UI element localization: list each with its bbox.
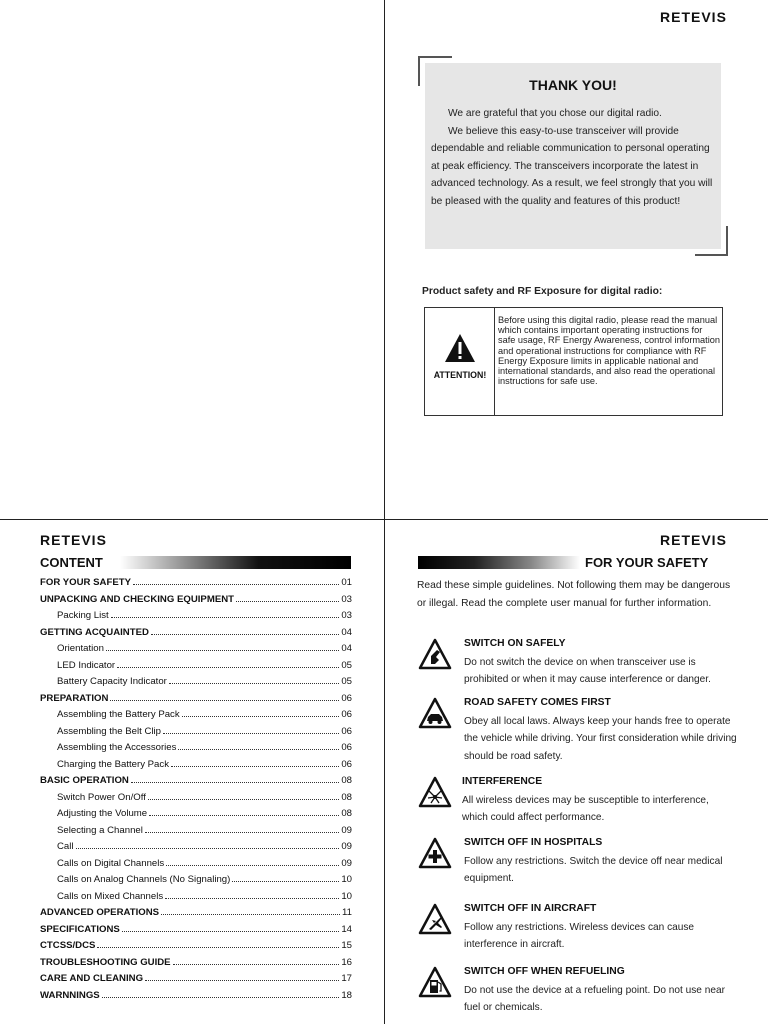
toc-dot-leader [171, 766, 339, 767]
toc-label: Calls on Mixed Channels [57, 890, 164, 902]
toc-label: Packing List [57, 610, 109, 621]
toc-page-number: 15 [341, 940, 352, 951]
toc-dot-leader [131, 782, 339, 783]
toc-label: Assembling the Belt Clip [57, 725, 161, 737]
toc-page-number: 08 [341, 775, 352, 786]
toc-label: GETTING ACQUAINTED [40, 626, 149, 638]
toc-dot-leader [166, 865, 339, 866]
hospital-cross-icon [418, 837, 452, 869]
thank-you-line1: We are grateful that you chose our digital radio. [448, 108, 662, 119]
toc-dot-leader [97, 947, 339, 948]
toc-row [40, 874, 352, 891]
corner-bracket-bottom-right [695, 226, 728, 256]
toc-label: Assembling the Battery Pack [57, 709, 180, 720]
toc-label: Battery Capacity Indicator [57, 676, 167, 687]
attention-icon-cell [425, 308, 495, 415]
safety-item-heading: INTERFERENCE [462, 776, 543, 787]
toc-page-number: 03 [341, 593, 352, 605]
toc-label: Selecting a Channel [57, 824, 143, 836]
toc-page-number: 03 [341, 610, 352, 621]
toc-dot-leader [117, 667, 339, 668]
safety-item-text: Follow any restrictions. Switch the device off near medical equipment. [464, 856, 723, 885]
thank-you-box [425, 63, 721, 249]
toc-label: Switch Power On/Off [57, 791, 146, 803]
toc-row [40, 643, 352, 660]
toc-dot-leader [145, 980, 339, 981]
safety-title: FOR YOUR SAFETY [585, 555, 709, 570]
thank-you-title: THANK YOU! [529, 77, 617, 93]
toc-row [40, 676, 352, 693]
toc-row [40, 825, 352, 842]
toc-page-number: 18 [341, 989, 352, 1001]
toc-label: CARE AND CLEANING [40, 973, 144, 984]
interference-icon [418, 776, 452, 808]
toc-row [40, 627, 352, 644]
toc-page-number: 05 [341, 676, 352, 687]
fuel-pump-icon [418, 966, 452, 998]
toc-dot-leader [106, 650, 339, 651]
toc-label: Calls on Digital Channels [57, 857, 165, 869]
toc-row [40, 709, 352, 726]
safety-intro: Read these simple guidelines. Not following them may be dangerous or illegal. Read the complete user manual for further information. [417, 580, 731, 609]
hand-icon [418, 638, 452, 670]
safety-item-text: All wireless devices may be susceptible to interference, which could affect performance. [462, 795, 709, 824]
safety-item-heading: SWITCH ON SAFELY [464, 638, 566, 649]
toc-dot-leader [102, 997, 340, 998]
toc-dot-leader [178, 749, 339, 750]
toc-label: Call [57, 841, 74, 852]
toc-label: WARNNINGS [40, 989, 100, 1001]
toc-row [40, 957, 352, 974]
toc-row [40, 940, 352, 957]
thank-you-line2: We believe this easy-to-use transceiver will provide dependable and reliable communication to personal operating at peak efficiency. The transceivers incorporate the latest in advanced technology. As a result, we feel strongly that you will be pleased with the quality and features of this product! [431, 125, 713, 207]
toc-row [40, 792, 352, 809]
toc-row [40, 577, 352, 594]
brand-logo: RETEVIS [660, 532, 727, 548]
content-title: CONTENT [40, 555, 103, 570]
toc-row [40, 891, 352, 908]
safety-item-heading: SWITCH OFF IN HOSPITALS [464, 837, 603, 848]
toc-page-number: 11 [342, 907, 352, 918]
toc-row [40, 726, 352, 743]
safety-item-heading: SWITCH OFF IN AIRCRAFT [464, 903, 597, 914]
safety-item-text: Follow any restrictions. Wireless devices can cause interference in aircraft. [464, 922, 694, 951]
toc-dot-leader [133, 584, 339, 585]
toc-label: PREPARATION [40, 692, 109, 704]
page-divider-horizontal [0, 519, 768, 520]
toc-dot-leader [111, 617, 340, 618]
car-icon [418, 697, 452, 729]
attention-text: Before using this digital radio, please read the manual which contains important operating instructions for safe usage, RF Energy Awareness, control information and operational instructions for compliance with RF Energy Exposure limits in applicable national and international standards, and also read the operational instructions for safe use. [498, 315, 720, 387]
rf-exposure-heading: Product safety and RF Exposure for digital radio: [422, 286, 663, 297]
toc-label: UNPACKING AND CHECKING EQUIPMENT [40, 593, 235, 605]
toc-page-number: 08 [341, 791, 352, 803]
toc-dot-leader [151, 634, 339, 635]
toc-row [40, 808, 352, 825]
toc-label: Adjusting the Volume [57, 808, 148, 819]
toc-row [40, 759, 352, 776]
toc-page-number: 16 [341, 956, 352, 968]
toc-label: BASIC OPERATION [40, 775, 129, 786]
toc-label: Charging the Battery Pack [57, 758, 169, 770]
safety-title-bar [418, 556, 580, 569]
toc-label: LED Indicator [57, 659, 116, 671]
content-title-bar [120, 556, 351, 569]
toc-dot-leader [232, 881, 339, 882]
toc-row [40, 693, 352, 710]
toc-label: Calls on Analog Channels (No Signaling) [57, 874, 231, 885]
toc-dot-leader [110, 700, 339, 701]
safety-item-heading: ROAD SAFETY COMES FIRST [464, 697, 611, 708]
toc-page-number: 06 [341, 758, 352, 770]
toc-dot-leader [165, 898, 339, 899]
toc-row [40, 841, 352, 858]
toc-label: SPECIFICATIONS [40, 923, 120, 935]
toc-label: ADVANCED OPERATIONS [40, 907, 160, 918]
warning-triangle-icon [444, 333, 476, 363]
safety-item-text: Obey all local laws. Always keep your hands free to operate the vehicle while driving. Your first consideration while driving should be road safety. [464, 716, 737, 762]
toc-row [40, 610, 352, 627]
attention-box [424, 307, 723, 416]
toc-row [40, 660, 352, 677]
toc-row [40, 858, 352, 875]
toc-page-number: 17 [341, 973, 352, 984]
toc-page-number: 06 [341, 709, 352, 720]
toc-row [40, 924, 352, 941]
toc-page-number: 10 [341, 874, 352, 885]
toc-row [40, 742, 352, 759]
page-divider-vertical [384, 0, 385, 1024]
toc-page-number: 04 [341, 626, 352, 638]
toc-row [40, 594, 352, 611]
toc-page-number: 09 [341, 841, 352, 852]
safety-item-heading: SWITCH OFF WHEN REFUELING [464, 966, 625, 977]
toc-label: CTCSS/DCS [40, 940, 96, 951]
brand-logo: RETEVIS [40, 532, 107, 548]
toc-page-number: 06 [341, 742, 352, 753]
toc-page-number: 06 [341, 725, 352, 737]
toc-page-number: 10 [341, 890, 352, 902]
toc-dot-leader [145, 832, 339, 833]
toc-label: Orientation [57, 643, 104, 654]
toc-row [40, 973, 352, 990]
toc-dot-leader [148, 799, 339, 800]
toc-dot-leader [149, 815, 339, 816]
toc-dot-leader [122, 931, 340, 932]
toc-page-number: 09 [341, 824, 352, 836]
toc-row [40, 907, 352, 924]
toc-row [40, 990, 352, 1007]
table-of-contents [40, 577, 352, 1006]
toc-page-number: 06 [341, 692, 352, 704]
toc-page-number: 08 [341, 808, 352, 819]
toc-dot-leader [169, 683, 339, 684]
toc-page-number: 09 [341, 857, 352, 869]
safety-item-text: Do not use the device at a refueling point. Do not use near fuel or chemicals. [464, 985, 725, 1014]
toc-dot-leader [161, 914, 340, 915]
brand-logo: RETEVIS [660, 9, 727, 25]
toc-dot-leader [173, 964, 340, 965]
toc-label: Assembling the Accessories [57, 742, 177, 753]
toc-page-number: 01 [341, 577, 352, 588]
toc-dot-leader [76, 848, 340, 849]
toc-page-number: 04 [341, 643, 352, 654]
attention-label: ATTENTION! [433, 370, 487, 380]
toc-dot-leader [163, 733, 339, 734]
toc-dot-leader [236, 601, 339, 602]
toc-label: TROUBLESHOOTING GUIDE [40, 956, 171, 968]
toc-dot-leader [182, 716, 340, 717]
toc-row [40, 775, 352, 792]
airplane-icon [418, 903, 452, 935]
safety-item-text: Do not switch the device on when transceiver use is prohibited or when it may cause interference or danger. [464, 657, 711, 686]
toc-page-number: 05 [341, 659, 352, 671]
toc-page-number: 14 [341, 923, 352, 935]
toc-label: FOR YOUR SAFETY [40, 577, 131, 588]
